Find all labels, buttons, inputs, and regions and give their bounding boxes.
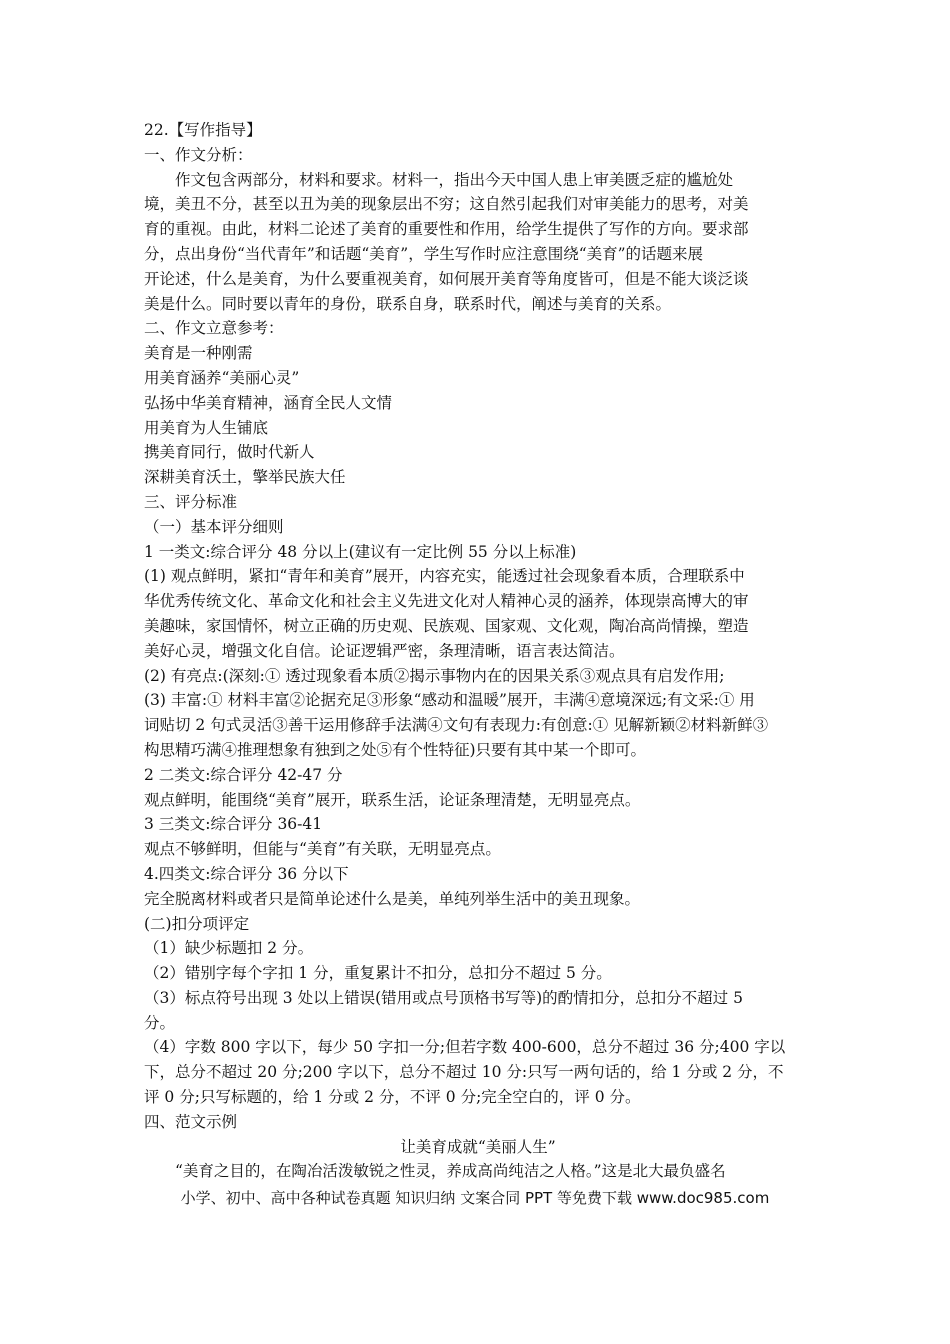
text-line: 下，总分不超过 20 分;200 字以下，总分不超过 10 分:只写一两句话的，给 1 分或 2 分，不 bbox=[144, 1063, 784, 1082]
text-line: (2) 有亮点:(深刻:① 透过现象看本质②揭示事物内在的因果关系③观点具有启发作用; bbox=[144, 666, 725, 685]
text-line: （2）错别字每个字扣 1 分，重复累计不扣分，总扣分不超过 5 分。 bbox=[144, 964, 612, 983]
text-line: 3 三类文:综合评分 36-41 bbox=[144, 815, 323, 834]
text-line: (二)扣分项评定 bbox=[144, 914, 250, 933]
text-line: 携美育同行，做时代新人 bbox=[144, 443, 315, 462]
text-line: 观点不够鲜明，但能与“美育”有关联，无明显亮点。 bbox=[144, 840, 501, 859]
text-line: 育的重视。由此，材料二论述了美育的重要性和作用，给学生提供了写作的方向。要求部 bbox=[144, 220, 749, 239]
page-footer: 小学、初中、高中各种试卷真题 知识归纳 文案合同 PPT 等免费下载 www.doc985.com bbox=[180, 1189, 770, 1207]
text-line: 作文包含两部分，材料和要求。材料一，指出今天中国人患上审美匮乏症的尴尬处 bbox=[175, 170, 734, 189]
text-line: 深耕美育沃土，擎举民族大任 bbox=[144, 468, 346, 487]
text-line: (1) 观点鲜明，紧扣“青年和美育”展开，内容充实，能透过社会现象看本质，合理联系中 bbox=[144, 567, 745, 586]
text-line: 境，美丑不分，甚至以丑为美的现象层出不穷；这自然引起我们对审美能力的思考，对美 bbox=[144, 195, 749, 214]
text-line: 1 一类文:综合评分 48 分以上(建议有一定比例 55 分以上标准) bbox=[144, 542, 577, 561]
text-line: 美趣味，家国情怀，树立正确的历史观、民族观、国家观、文化观，陶冶高尚情操，塑造 bbox=[144, 616, 749, 635]
text-line: 4.四类文:综合评分 36 分以下 bbox=[144, 864, 349, 883]
text-line: 一、作文分析： bbox=[144, 145, 253, 164]
text-line: 弘扬中华美育精神，涵育全民人文情 bbox=[144, 393, 393, 412]
text-line: 二、作文立意参考： bbox=[144, 319, 284, 338]
text-line: 四、范文示例 bbox=[144, 1112, 238, 1131]
text-line: 用美育为人生铺底 bbox=[144, 418, 269, 437]
text-line: 开论述，什么是美育，为什么要重视美育，如何展开美育等角度皆可，但是不能大谈泛谈 bbox=[144, 269, 749, 288]
text-line: （4）字数 800 字以下，每少 50 字扣一分;但若字数 400-600，总分不超过 36 分;400 字以 bbox=[144, 1038, 786, 1057]
text-line: （一）基本评分细则 bbox=[144, 517, 284, 536]
text-line: “美育之目的，在陶冶活泼敏锐之性灵，养成高尚纯洁之人格。”这是北大最负盛名 bbox=[175, 1162, 726, 1181]
text-line: 华优秀传统文化、革命文化和社会主义先进文化对人精神心灵的涵养，体现崇高博大的审 bbox=[144, 592, 749, 611]
text-line: 让美育成就“美丽人生” bbox=[400, 1137, 556, 1156]
text-line: 美是什么。同时要以青年的身份，联系自身，联系时代，阐述与美育的关系。 bbox=[144, 294, 672, 313]
text-line: （1）缺少标题扣 2 分。 bbox=[144, 939, 314, 958]
text-line: 美好心灵，增强文化自信。论证逻辑严密，条理清晰，语言表达简洁。 bbox=[144, 641, 625, 660]
text-line: 2 二类文:综合评分 42-47 分 bbox=[144, 765, 343, 784]
text-line: 用美育涵养“美丽心灵” bbox=[144, 368, 300, 387]
document-body bbox=[144, 118, 812, 1184]
text-line: (3) 丰富:① 材料丰富②论据充足③形象“感动和温暖”展开，丰满④意境深远;有文采:① 用 bbox=[144, 691, 755, 710]
text-line: 三、评分标准 bbox=[144, 492, 238, 511]
text-line: 分。 bbox=[144, 1013, 176, 1032]
text-line: 构思精巧满④推理想象有独到之处⑤有个性特征)只要有其中某一个即可。 bbox=[144, 740, 647, 759]
text-line: 评 0 分;只写标题的，给 1 分或 2 分，不评 0 分;完全空白的，评 0 分。 bbox=[144, 1088, 641, 1107]
text-line: （3）标点符号出现 3 处以上错误(错用或点号顶格书写等)的酌情扣分，总扣分不超过 5 bbox=[144, 988, 743, 1007]
text-line: 分，点出身份“当代青年”和话题“美育”，学生写作时应注意围绕“美育”的话题来展 bbox=[144, 244, 704, 263]
text-line: 完全脱离材料或者只是简单论述什么是美，单纯列举生活中的美丑现象。 bbox=[144, 889, 641, 908]
text-line: 观点鲜明，能围绕“美育”展开，联系生活，论证条理清楚，无明显亮点。 bbox=[144, 790, 641, 809]
text-line: 22.【写作指导】 bbox=[144, 121, 262, 139]
text-line: 词贴切 2 句式灵活③善干运用修辞手法满④文句有表现力:有创意:① 见解新颖②材料新鲜③ bbox=[144, 716, 769, 735]
text-line: 美育是一种刚需 bbox=[144, 344, 253, 363]
